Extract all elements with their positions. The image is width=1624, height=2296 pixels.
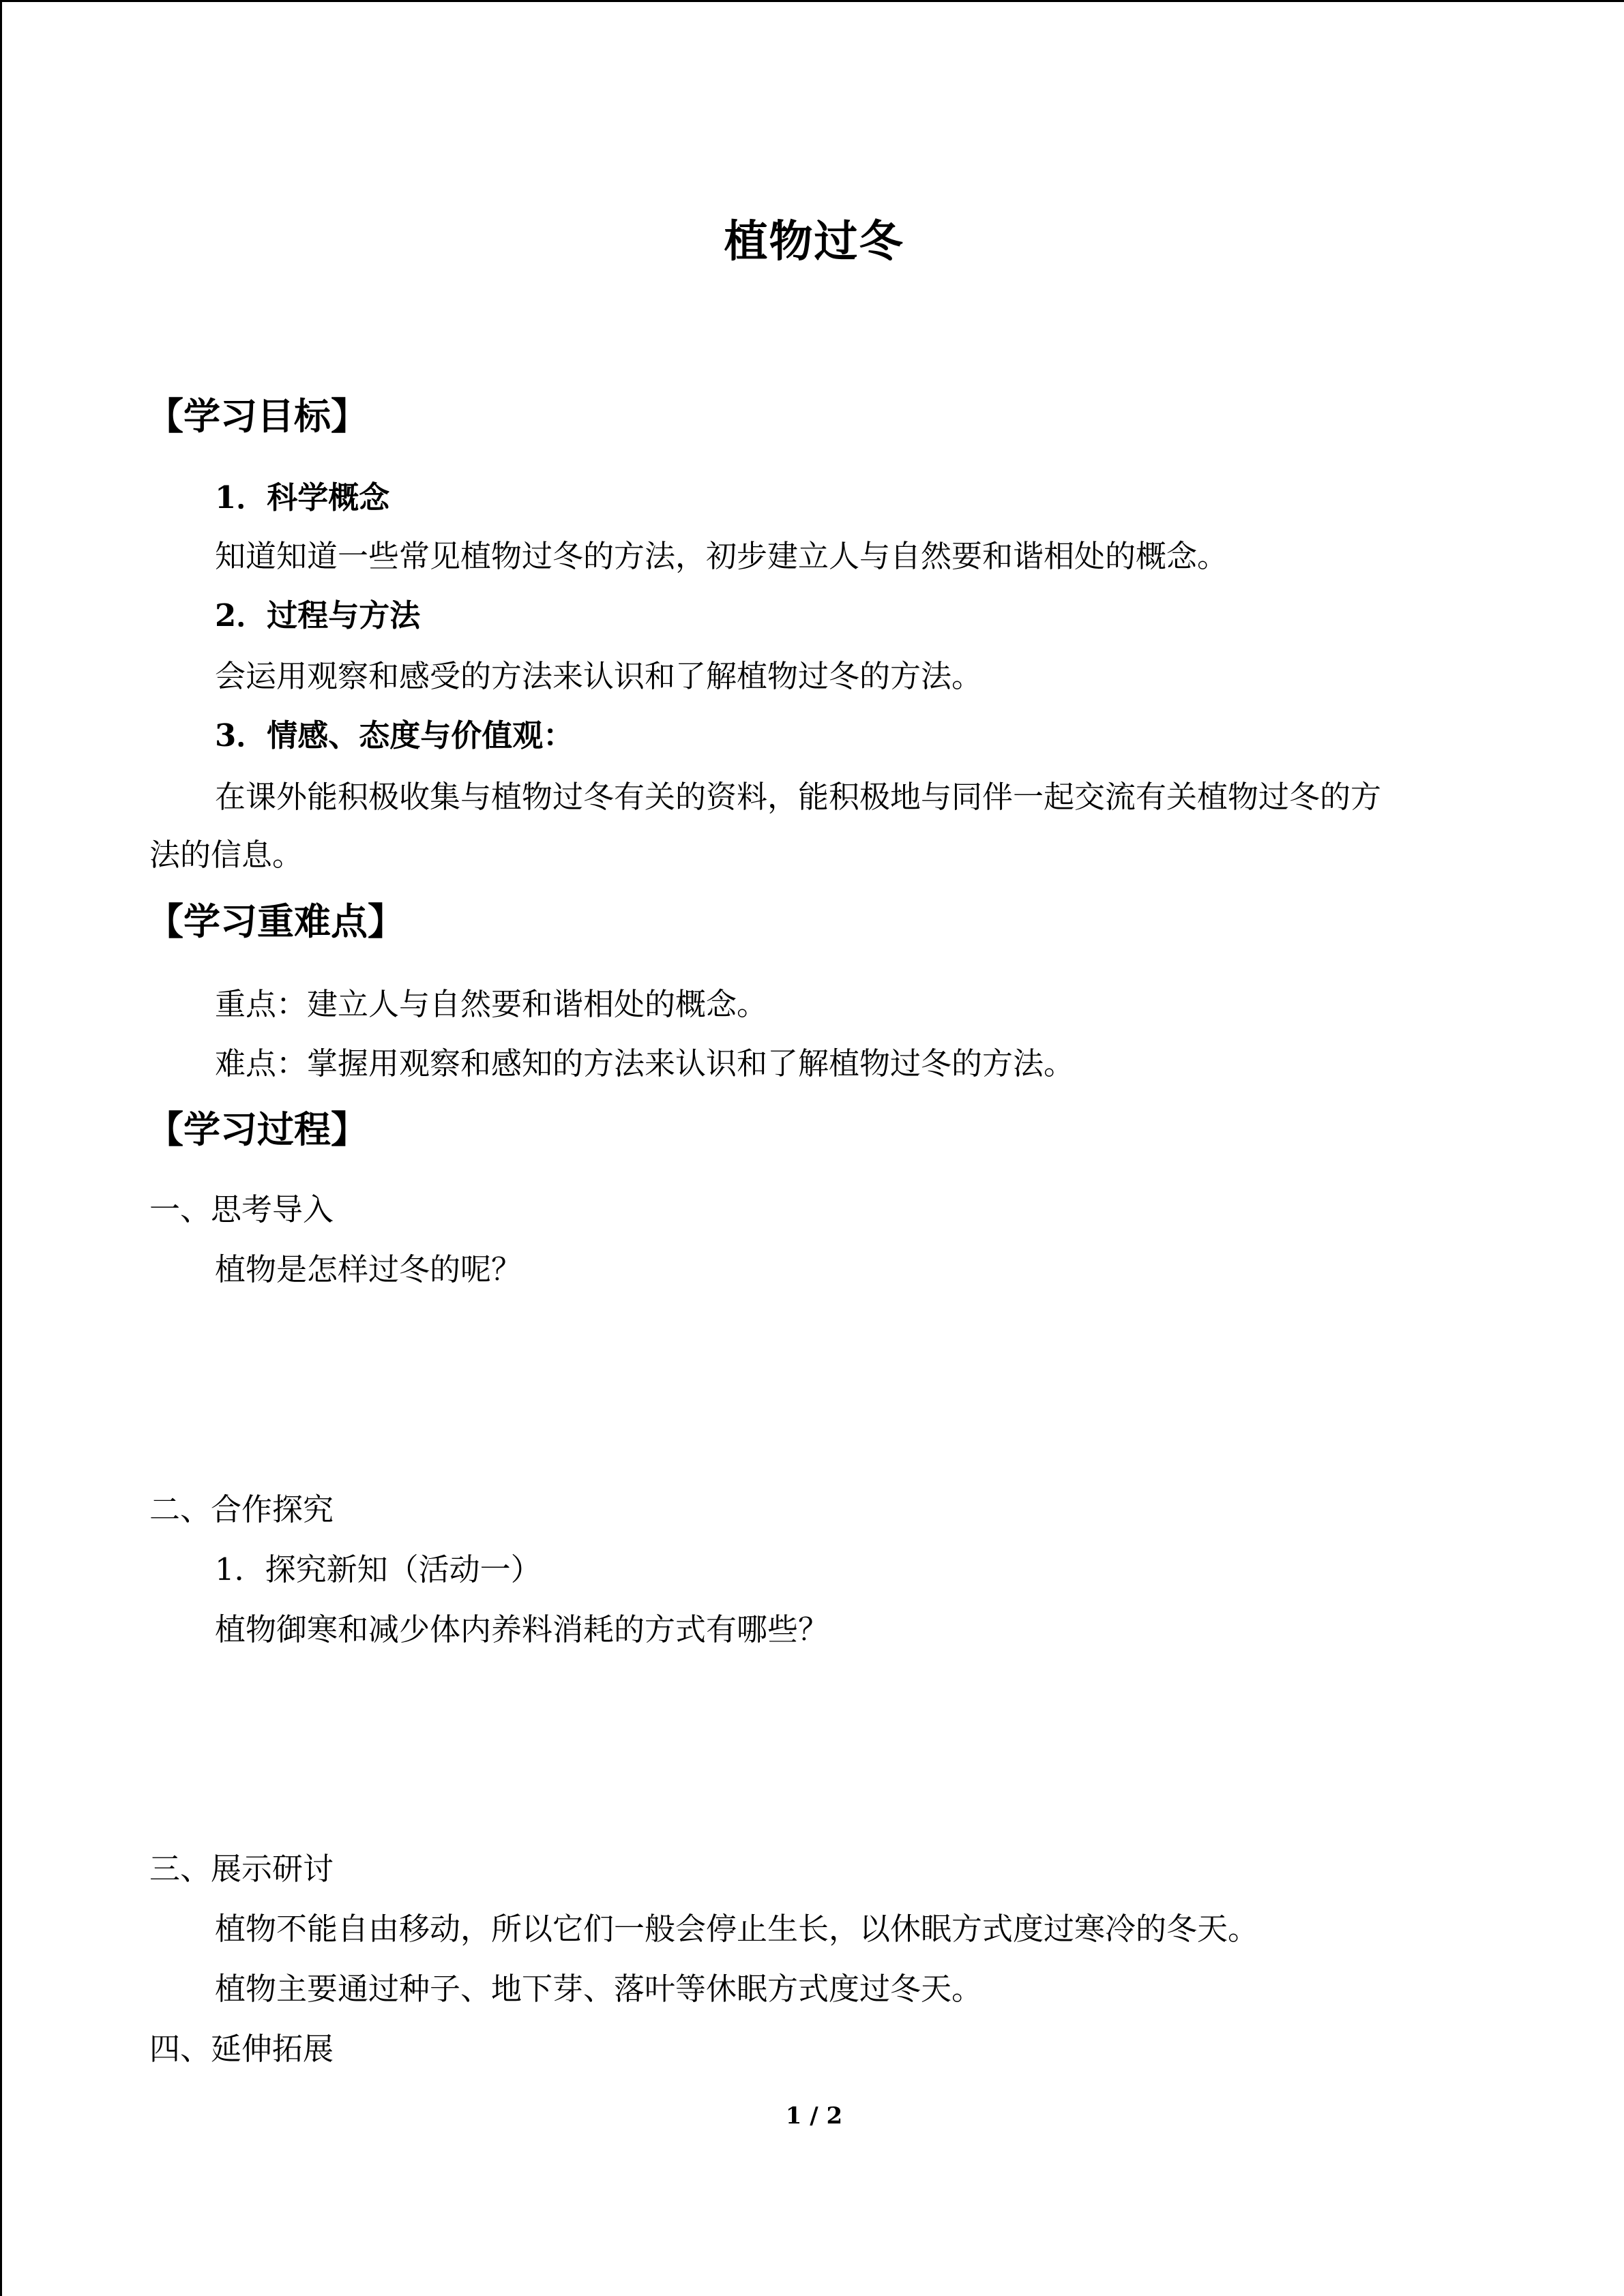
difficult-point: 难点：掌握用观察和感知的方法来认识和了解植物过冬的方法。 [215,1045,1075,1082]
goal-3-text-line1: 在课外能积极收集与植物过冬有关的资料，能积极地与同伴一起交流有关植物过冬的方 [215,779,1382,815]
section-3-text-1: 植物不能自由移动，所以它们一般会停止生长，以休眠方式度过寒冷的冬天。 [215,1911,1259,1947]
goal-1-text: 知道知道一些常见植物过冬的方法，初步建立人与自然要和谐相处的概念。 [215,538,1228,574]
process-heading: 【学习过程】 [147,1107,368,1151]
key-point: 重点：建立人与自然要和谐相处的概念。 [215,986,768,1022]
goals-heading: 【学习目标】 [147,394,368,438]
section-3-text-2: 植物主要通过种子、地下芽、落叶等休眠方式度过冬天。 [215,1971,983,2007]
goal-2-text: 会运用观察和感受的方法来认识和了解植物过冬的方法。 [215,658,983,694]
section-4-title: 四、延伸拓展 [149,2031,334,2067]
goal-2-title: 2．过程与方法 [215,597,421,633]
goal-1-title: 1．科学概念 [215,479,390,516]
section-1-title: 一、思考导入 [149,1191,334,1227]
section-2-title: 二、合作探究 [149,1491,334,1527]
section-3-title: 三、展示研讨 [149,1851,334,1887]
section-2-subtitle: 1．探究新知（活动一） [215,1551,542,1587]
goal-3-text-line2: 法的信息。 [149,837,304,873]
keypoints-heading: 【学习重难点】 [147,899,404,943]
page-title: 植物过冬 [724,216,904,267]
section-1-text: 植物是怎样过冬的呢？ [215,1251,522,1287]
section-2-text: 植物御寒和减少体内养料消耗的方式有哪些？ [215,1611,829,1648]
page-number: 1 / 2 [785,2102,843,2130]
goal-3-title: 3．情感、态度与价值观： [215,717,574,754]
